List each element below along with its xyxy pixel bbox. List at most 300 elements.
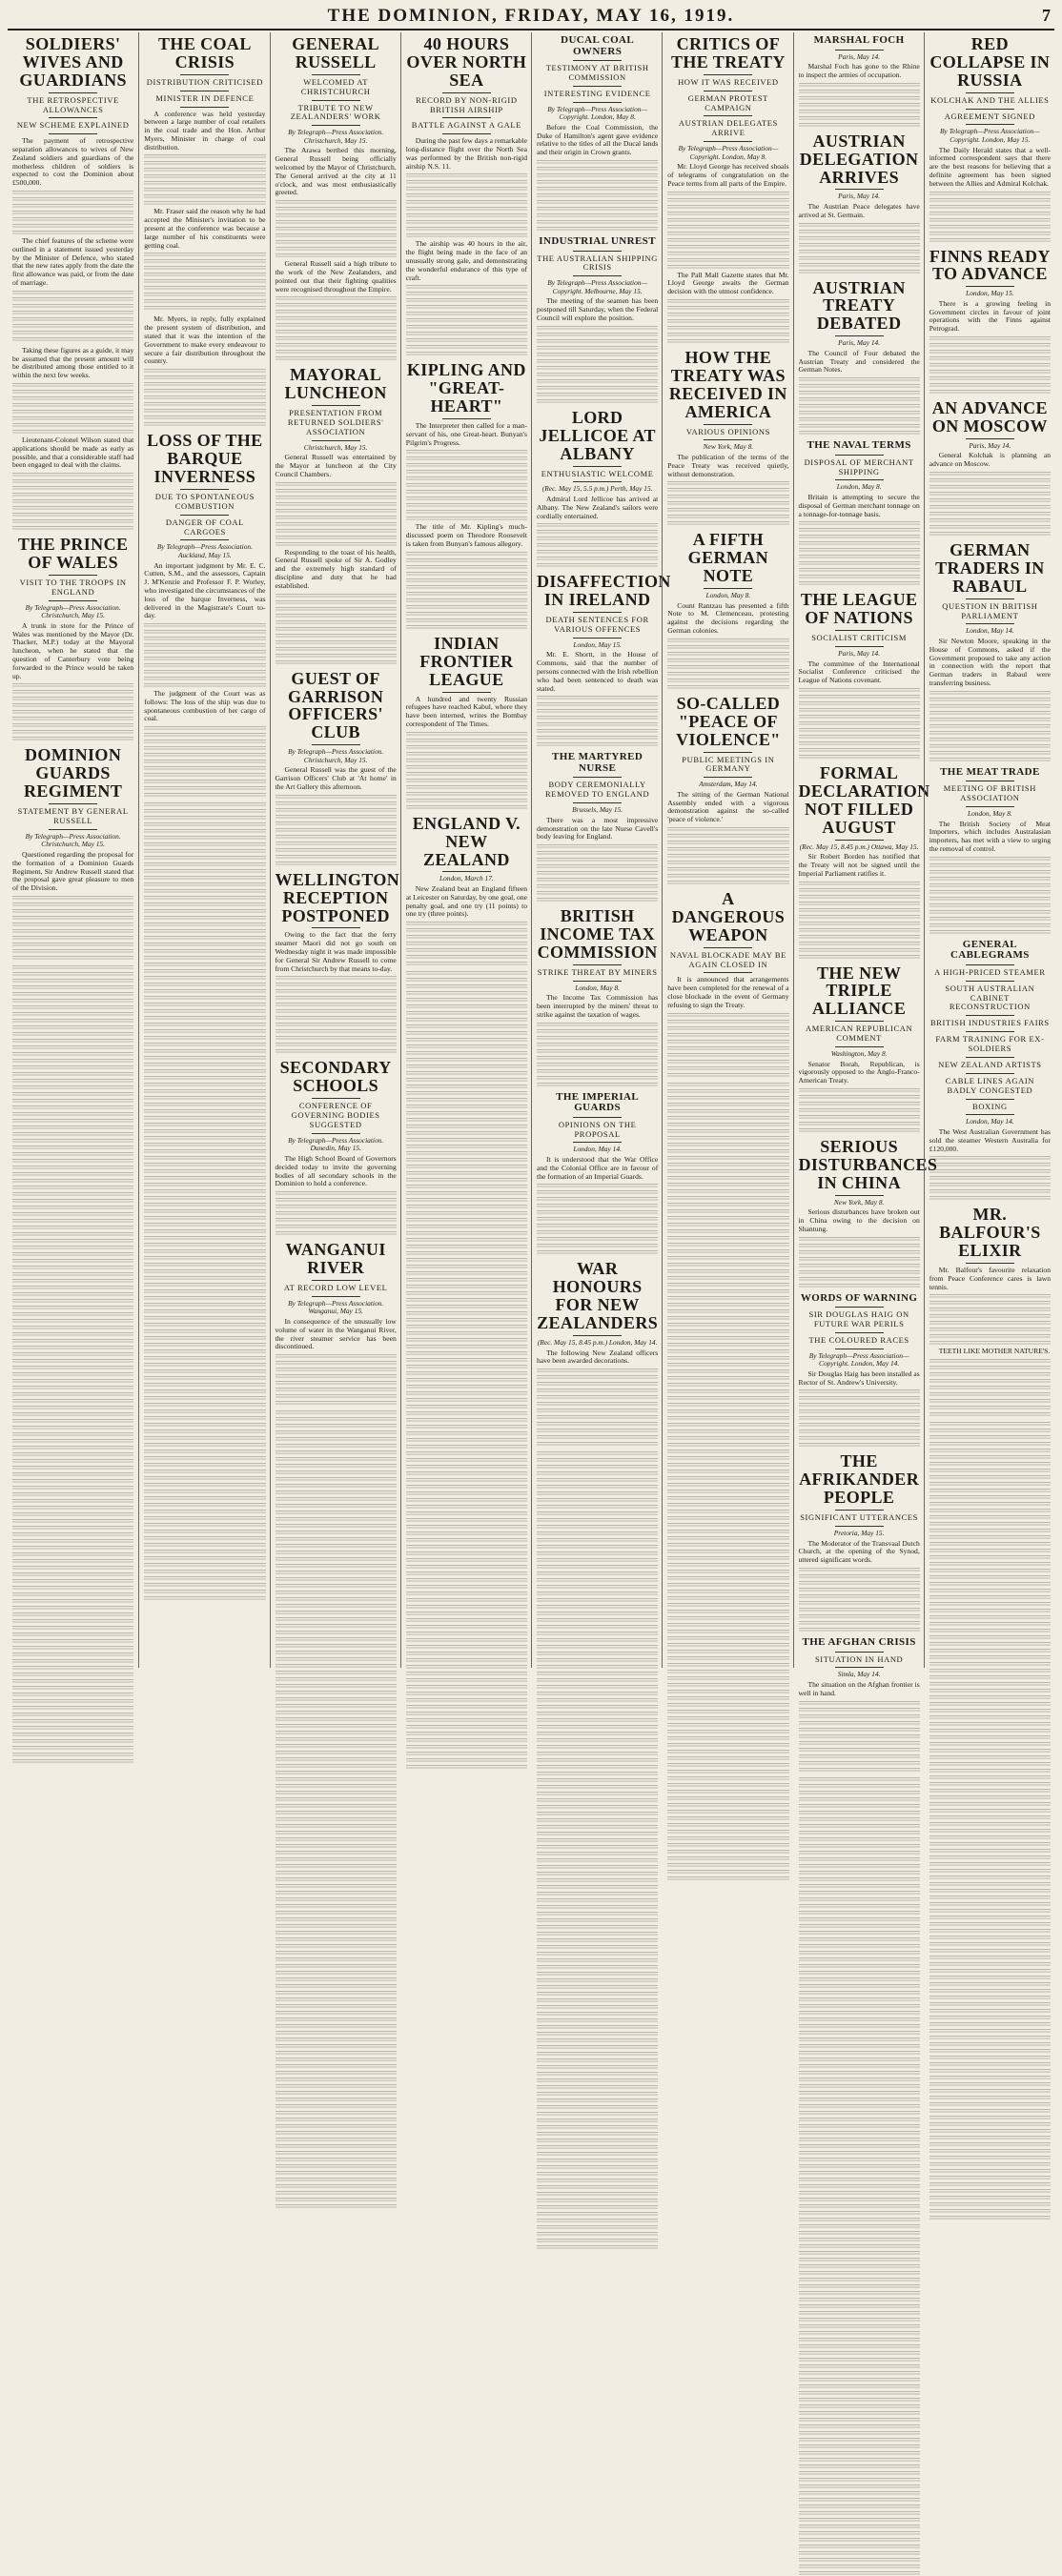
article-headline: THE MARTYRED NURSE: [552, 751, 643, 774]
illegible-text-lines: [929, 1328, 1051, 1332]
illegible-text-lines: [276, 2131, 397, 2136]
illegible-text-lines: [276, 1571, 397, 1575]
illegible-text-lines: [537, 1978, 658, 1983]
illegible-text-lines: [667, 1550, 788, 1554]
illegible-text-lines: [667, 1730, 788, 1734]
illegible-text-lines: [276, 848, 397, 853]
illegible-text-lines: [799, 1797, 920, 1802]
illegible-text-lines: [667, 854, 788, 859]
illegible-text-lines: [799, 1443, 920, 1448]
illegible-text-lines: [667, 1723, 788, 1728]
article-subheading: SIGNIFICANT UTTERANCES: [800, 1512, 919, 1523]
illegible-text-lines: [144, 1523, 265, 1528]
illegible-text-lines: [144, 829, 265, 834]
divider: [312, 1133, 360, 1134]
illegible-text-lines: [667, 659, 788, 663]
article: [537, 409, 658, 569]
illegible-text-lines: [12, 903, 133, 907]
illegible-text-lines: [667, 1089, 788, 1094]
divider: [835, 630, 884, 631]
illegible-text-lines: [537, 1498, 658, 1503]
illegible-text-lines: [537, 1598, 658, 1603]
illegible-text-lines: [799, 2558, 920, 2563]
illegible-text-lines: [276, 356, 397, 361]
divider: [966, 964, 1014, 965]
article-paragraph: The Council of Four debated the Austrian Treaty and considered the German Notes.: [798, 348, 920, 375]
divider: [49, 117, 97, 118]
illegible-text-lines: [929, 1862, 1051, 1867]
article-headline: THE AFRIKANDER PEOPLE: [799, 1451, 920, 1508]
article-dateline: By Telegraph—Press Association—Copyright. London, May 15.: [939, 127, 1040, 144]
illegible-text-lines: [799, 2424, 920, 2429]
illegible-text-lines: [12, 1292, 133, 1297]
illegible-text-lines: [406, 942, 527, 946]
illegible-text-lines: [667, 841, 788, 845]
illegible-text-lines: [929, 1989, 1051, 1994]
illegible-text-lines: [406, 1031, 527, 1036]
article-paragraph: The following New Zealand officers have been awarded decorations.: [537, 1348, 659, 1366]
article-headline: AUSTRIAN TREATY DEBATED: [812, 277, 906, 334]
divider: [573, 251, 622, 252]
divider: [966, 124, 1014, 125]
article-subheading: SIR DOUGLAS HAIG ON FUTURE WAR PERILS: [808, 1309, 909, 1329]
illegible-text-lines: [406, 565, 527, 570]
illegible-text-lines: [12, 1112, 133, 1117]
illegible-text-lines: [929, 1882, 1051, 1887]
article-headline: INDIAN FRONTIER LEAGUE: [419, 633, 514, 689]
illegible-text-lines: [12, 1452, 133, 1457]
illegible-text-lines: [276, 647, 397, 652]
illegible-text-lines: [929, 2182, 1051, 2187]
illegible-text-lines: [12, 703, 133, 708]
illegible-text-lines: [406, 984, 527, 989]
illegible-text-lines: [144, 1596, 265, 1601]
illegible-text-lines: [276, 1717, 397, 1722]
illegible-text-lines: [144, 1056, 265, 1061]
illegible-text-lines: [799, 1237, 920, 1242]
illegible-text-lines: [276, 2104, 397, 2109]
illegible-text-lines: [537, 1485, 658, 1490]
illegible-text-lines: [276, 2124, 397, 2129]
illegible-text-lines: [929, 370, 1051, 375]
illegible-text-lines: [406, 605, 527, 610]
illegible-text-lines: [929, 1406, 1051, 1410]
illegible-text-lines: [799, 935, 920, 940]
illegible-text-lines: [276, 855, 397, 860]
illegible-text-lines: [799, 1601, 920, 1606]
illegible-text-lines: [144, 1009, 265, 1014]
illegible-text-lines: [929, 525, 1051, 530]
illegible-text-lines: [799, 741, 920, 746]
illegible-text-lines: [667, 1816, 788, 1821]
illegible-text-lines: [799, 2331, 920, 2336]
illegible-text-lines: [144, 889, 265, 894]
illegible-text-lines: [276, 1211, 397, 1216]
illegible-text-lines: [667, 1143, 788, 1147]
illegible-text-lines: [12, 1666, 133, 1671]
illegible-text-lines: [929, 1582, 1051, 1587]
illegible-text-lines: [799, 1837, 920, 1842]
illegible-text-lines: [12, 204, 133, 209]
illegible-text-lines: [667, 1176, 788, 1181]
illegible-text-lines: [799, 1755, 920, 1759]
illegible-text-lines: [929, 232, 1051, 236]
column-body: [271, 35, 401, 2209]
illegible-text-lines: [406, 1145, 527, 1149]
article: [799, 1293, 920, 1449]
illegible-text-lines: [144, 1349, 265, 1354]
illegible-text-lines: [537, 1772, 658, 1776]
illegible-text-lines: [12, 1085, 133, 1090]
illegible-text-lines: [144, 969, 265, 974]
illegible-text-lines: [144, 896, 265, 901]
illegible-text-lines: [406, 1111, 527, 1116]
illegible-text-lines: [12, 191, 133, 195]
illegible-text-lines: [12, 1432, 133, 1437]
illegible-text-lines: [12, 1566, 133, 1571]
illegible-text-lines: [406, 1578, 527, 1583]
illegible-text-lines: [799, 1423, 920, 1428]
article-paragraph: Responding to the toast of his health, General Russell spoke of Sir A. Godley and the extremely high standard of discipline and duty that he had established.: [275, 547, 397, 590]
illegible-text-lines: [12, 1166, 133, 1170]
divider: [573, 1335, 622, 1336]
illegible-text-lines: [929, 1795, 1051, 1800]
illegible-text-lines: [799, 1621, 920, 1626]
article: [537, 236, 658, 404]
divider: [704, 777, 752, 778]
illegible-text-lines: [406, 619, 527, 623]
illegible-text-lines: [799, 1270, 920, 1275]
article-dateline: London, May 14.: [573, 1145, 622, 1154]
illegible-text-lines: [667, 1523, 788, 1528]
illegible-text-lines: [12, 1586, 133, 1591]
illegible-text-lines: [929, 1196, 1051, 1201]
divider: [835, 455, 884, 456]
illegible-text-lines: [799, 1714, 920, 1719]
illegible-text-lines: [537, 2239, 658, 2243]
illegible-text-lines: [667, 1013, 788, 1018]
article-subheading: TRIBUTE TO NEW ZEALANDERS' WORK: [290, 102, 381, 122]
illegible-text-lines: [276, 1016, 397, 1021]
article-headline: SO-CALLED "PEACE OF VIOLENCE": [676, 693, 781, 749]
illegible-text-lines: [537, 2125, 658, 2130]
illegible-text-lines: [667, 1343, 788, 1348]
illegible-text-lines: [144, 1116, 265, 1121]
illegible-text-lines: [799, 1784, 920, 1789]
illegible-text-lines: [929, 857, 1051, 862]
illegible-text-lines: [667, 1103, 788, 1107]
illegible-text-lines: [276, 2018, 397, 2022]
illegible-text-lines: [537, 1545, 658, 1550]
article: [799, 35, 920, 128]
illegible-text-lines: [799, 2518, 920, 2523]
article: [929, 248, 1051, 396]
illegible-text-lines: [929, 2056, 1051, 2060]
illegible-text-lines: [406, 1238, 527, 1243]
illegible-text-lines: [276, 316, 397, 321]
illegible-text-lines: [799, 2058, 920, 2062]
illegible-text-lines: [406, 285, 527, 290]
illegible-text-lines: [799, 1734, 920, 1739]
illegible-text-lines: [667, 1189, 788, 1194]
article-headline: INDUSTRIAL UNREST: [539, 235, 656, 248]
article-headline: THE COAL CRISIS: [158, 34, 252, 71]
illegible-text-lines: [406, 352, 527, 356]
divider: [966, 1073, 1014, 1074]
illegible-text-lines: [406, 1205, 527, 1209]
illegible-text-lines: [406, 187, 527, 192]
illegible-text-lines: [144, 793, 265, 798]
illegible-text-lines: [144, 1363, 265, 1368]
divider: [835, 189, 884, 190]
illegible-text-lines: [929, 863, 1051, 868]
illegible-text-lines: [537, 1036, 658, 1041]
illegible-text-lines: [537, 359, 658, 364]
divider: [442, 871, 491, 872]
illegible-text-lines: [537, 1531, 658, 1536]
illegible-text-lines: [537, 399, 658, 404]
illegible-text-lines: [406, 1271, 527, 1276]
illegible-text-lines: [667, 1196, 788, 1201]
illegible-text-lines: [667, 501, 788, 506]
illegible-text-lines: [406, 1678, 527, 1683]
illegible-text-lines: [12, 1306, 133, 1310]
illegible-text-lines: [537, 2065, 658, 2070]
illegible-text-lines: [667, 1616, 788, 1621]
illegible-text-lines: [406, 1552, 527, 1556]
illegible-text-lines: [929, 1662, 1051, 1667]
illegible-text-lines: [276, 1417, 397, 1422]
illegible-text-lines: [929, 1876, 1051, 1880]
article: [929, 767, 1051, 935]
illegible-text-lines: [144, 1570, 265, 1574]
article: [799, 1452, 920, 1633]
illegible-text-lines: [406, 1498, 527, 1503]
illegible-text-lines: [276, 1444, 397, 1449]
article-subheading: A HIGH-PRICED STEAMER: [934, 966, 1046, 977]
illegible-text-lines: [276, 330, 397, 335]
illegible-text-lines: [144, 1316, 265, 1321]
illegible-text-lines: [276, 200, 397, 205]
article: [406, 361, 527, 629]
illegible-text-lines: [929, 1455, 1051, 1460]
illegible-text-lines: [667, 1496, 788, 1501]
article-dateline: Christchurch, May 15.: [303, 442, 368, 452]
article-subheading: BRITISH INDUSTRIES FAIRS: [929, 1018, 1050, 1028]
illegible-text-lines: [537, 1912, 658, 1917]
illegible-text-lines: [406, 1758, 527, 1763]
illegible-text-lines: [799, 2111, 920, 2116]
illegible-text-lines: [799, 1568, 920, 1572]
illegible-text-lines: [406, 312, 527, 316]
illegible-text-lines: [12, 1412, 133, 1417]
illegible-text-lines: [12, 1272, 133, 1277]
illegible-text-lines: [12, 1152, 133, 1157]
illegible-text-lines: [12, 1179, 133, 1184]
illegible-text-lines: [12, 1559, 133, 1564]
illegible-text-lines: [276, 614, 397, 619]
illegible-text-lines: [276, 1951, 397, 1956]
illegible-text-lines: [667, 1026, 788, 1031]
article-dateline: New York, May 8.: [703, 442, 754, 452]
illegible-text-lines: [406, 305, 527, 310]
illegible-text-lines: [929, 1435, 1051, 1440]
illegible-text-lines: [667, 339, 788, 344]
illegible-text-lines: [799, 1891, 920, 1896]
illegible-text-lines: [276, 2051, 397, 2056]
illegible-text-lines: [537, 1612, 658, 1616]
illegible-text-lines: [12, 1366, 133, 1370]
divider: [312, 1296, 360, 1297]
illegible-text-lines: [799, 2418, 920, 2423]
illegible-text-lines: [537, 366, 658, 371]
illegible-text-lines: [537, 1765, 658, 1770]
illegible-text-lines: [12, 1226, 133, 1230]
illegible-text-lines: [537, 1369, 658, 1373]
illegible-text-lines: [12, 1486, 133, 1491]
illegible-text-lines: [799, 2498, 920, 2503]
illegible-text-lines: [799, 2238, 920, 2242]
illegible-text-lines: [799, 2304, 920, 2309]
illegible-text-lines: [144, 1496, 265, 1501]
illegible-text-lines: [406, 739, 527, 743]
illegible-text-lines: [667, 1163, 788, 1167]
illegible-text-lines: [667, 1256, 788, 1261]
illegible-text-lines: [12, 1399, 133, 1404]
illegible-text-lines: [667, 1670, 788, 1674]
illegible-text-lines: [12, 1019, 133, 1024]
article-headline: DUCAL COAL OWNERS: [561, 34, 635, 57]
article-headline: WANGANUI RIVER: [285, 1240, 386, 1278]
illegible-text-lines: [406, 1098, 527, 1103]
illegible-text-lines: [799, 955, 920, 960]
illegible-text-lines: [799, 1911, 920, 1916]
article-subheading: FARM TRAINING FOR EX-SOLDIERS: [935, 1034, 1045, 1054]
illegible-text-lines: [12, 1032, 133, 1037]
illegible-text-lines: [799, 2098, 920, 2102]
illegible-text-lines: [799, 695, 920, 700]
illegible-text-lines: [12, 1619, 133, 1624]
illegible-text-lines: [929, 1495, 1051, 1500]
illegible-text-lines: [667, 1610, 788, 1614]
illegible-text-lines: [929, 2049, 1051, 2054]
illegible-text-lines: [12, 390, 133, 395]
illegible-text-lines: [537, 1525, 658, 1530]
illegible-text-lines: [799, 1944, 920, 1949]
illegible-text-lines: [144, 422, 265, 427]
illegible-text-lines: [406, 220, 527, 225]
illegible-text-lines: [276, 842, 397, 846]
illegible-text-lines: [406, 1265, 527, 1269]
illegible-text-lines: [144, 1463, 265, 1468]
illegible-text-lines: [12, 410, 133, 415]
illegible-text-lines: [667, 1040, 788, 1045]
illegible-text-lines: [667, 238, 788, 243]
illegible-text-lines: [406, 345, 527, 350]
illegible-text-lines: [276, 1817, 397, 1822]
illegible-text-lines: [406, 578, 527, 583]
illegible-text-lines: [537, 1451, 658, 1456]
illegible-text-lines: [667, 225, 788, 230]
article-paragraph: Britain is attempting to secure the disposal of German merchant tonnage on a tonnage-for-tonnage basis.: [798, 493, 920, 518]
illegible-text-lines: [799, 2191, 920, 2196]
article-subheading: SITUATION IN HAND: [814, 1653, 904, 1664]
illegible-text-lines: [12, 1693, 133, 1697]
illegible-text-lines: [144, 1436, 265, 1441]
illegible-text-lines: [406, 1598, 527, 1603]
illegible-text-lines: [144, 1556, 265, 1561]
illegible-text-lines: [799, 1951, 920, 1956]
illegible-text-lines: [276, 1917, 397, 1922]
illegible-text-lines: [537, 2045, 658, 2050]
illegible-text-lines: [144, 1396, 265, 1401]
illegible-text-lines: [406, 1331, 527, 1336]
illegible-text-lines: [667, 1443, 788, 1448]
illegible-text-lines: [667, 1656, 788, 1661]
illegible-text-lines: [799, 561, 920, 566]
illegible-text-lines: [537, 891, 658, 896]
illegible-text-lines: [799, 1777, 920, 1782]
illegible-text-lines: [12, 304, 133, 309]
illegible-text-lines: [799, 2444, 920, 2449]
illegible-text-lines: [799, 922, 920, 926]
article: [144, 315, 265, 427]
illegible-text-lines: [276, 660, 397, 665]
illegible-text-lines: [276, 1831, 397, 1836]
article-dateline: Brussels, May 15.: [572, 805, 623, 815]
article-subheading: CABLE LINES AGAIN BADLY CONGESTED: [945, 1075, 1035, 1095]
illegible-text-lines: [799, 1701, 920, 1706]
illegible-text-lines: [144, 375, 265, 380]
article: [406, 635, 527, 810]
article-subheading: PUBLIC MEETINGS IN GERMANY: [682, 754, 775, 774]
illegible-text-lines: [667, 1020, 788, 1024]
illegible-text-lines: [276, 1537, 397, 1542]
illegible-text-lines: [667, 515, 788, 519]
divider: [966, 92, 1014, 93]
article-headline: THE IMPERIAL GUARDS: [556, 1090, 640, 1114]
illegible-text-lines: [537, 2205, 658, 2210]
article-dateline: By Telegraph—Press Association—Copyright. London, May 14.: [808, 1350, 909, 1369]
illegible-text-lines: [144, 389, 265, 394]
illegible-text-lines: [144, 1450, 265, 1454]
illegible-text-lines: [406, 745, 527, 750]
illegible-text-lines: [799, 116, 920, 121]
illegible-text-lines: [537, 1965, 658, 1970]
illegible-text-lines: [276, 1191, 397, 1196]
illegible-text-lines: [537, 1805, 658, 1810]
article-paragraph: Mr. Fraser said the reason why he had accepted the Minister's invitation to be present at the conference was because a large number of his constituents were getting coal.: [144, 207, 266, 250]
illegible-text-lines: [799, 548, 920, 553]
illegible-text-lines: [667, 1510, 788, 1514]
illegible-text-lines: [406, 1565, 527, 1570]
illegible-text-lines: [667, 1349, 788, 1354]
illegible-text-lines: [276, 536, 397, 540]
illegible-text-lines: [929, 212, 1051, 216]
illegible-text-lines: [144, 1096, 265, 1101]
illegible-text-lines: [406, 1291, 527, 1296]
divider: [704, 947, 752, 948]
illegible-text-lines: [406, 213, 527, 218]
illegible-text-lines: [276, 1944, 397, 1949]
illegible-text-lines: [537, 1785, 658, 1790]
illegible-text-lines: [276, 989, 397, 994]
illegible-text-lines: [537, 1638, 658, 1643]
illegible-text-lines: [406, 1065, 527, 1069]
illegible-text-lines: [929, 1535, 1051, 1540]
illegible-text-lines: [144, 822, 265, 827]
illegible-text-lines: [406, 233, 527, 238]
